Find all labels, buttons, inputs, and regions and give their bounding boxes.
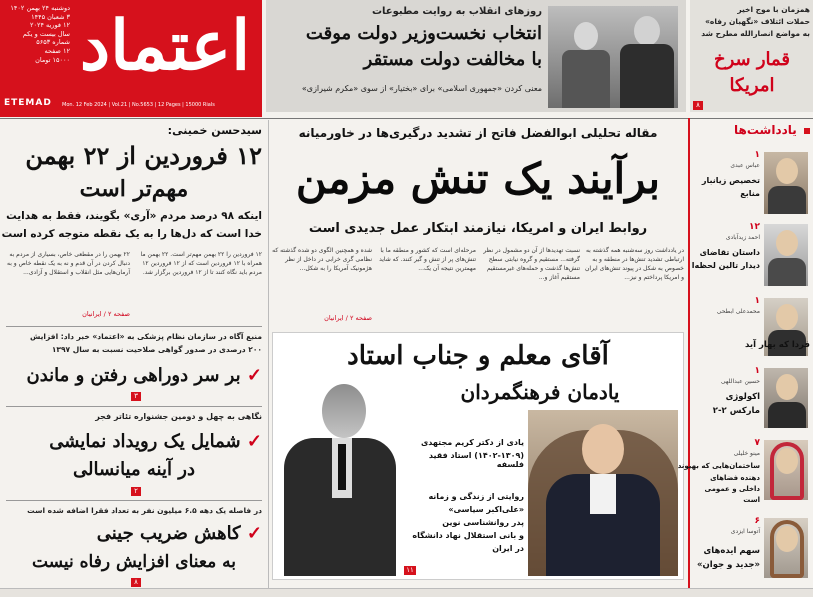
feature-caption-1: یادی از دکتر کریم مجتهدی — [420, 438, 524, 447]
divider — [6, 500, 262, 501]
left-story-2-kicker-1: منبع آگاه در سازمان نظام پزشکی به «اعتماد» خبر داد: افزایش — [30, 332, 262, 341]
sidebar-item-author: حسین عبداللهی — [720, 378, 760, 385]
feature-headline: آقای معلم و جناب استاد — [347, 341, 609, 371]
sidebar-item-author: مینو خلیلی — [733, 450, 760, 457]
author-body — [768, 402, 806, 428]
sidebar-item-title-2: دیدار تالین لحظه‌ا — [691, 261, 760, 270]
left-story-1-sub-1: اینکه ۹۸ درصد مردم «آری» بگویند، فقط به هدایت — [6, 210, 262, 222]
author-body — [768, 258, 806, 286]
left-story-1-body-b: ۲۲ بهمن را در مقطعی خاص، بسیاری از مردم به دنبال کردن در آن قدم و نه به یک نقطه خاص و به آرمان‌هایی مثل انقلاب و استقلال و آزادی... — [7, 251, 130, 276]
teaser-center-sub: معنی کردن «جمهوری اسلامی» برای «بختیار» از سوی «مکرم شیرازی» — [301, 84, 542, 93]
caption-line: پدر روانشناسی نوین — [442, 518, 524, 527]
left-story-3-kicker: نگاهی به چهل و دومین جشنواره تئاتر فجر — [95, 412, 262, 421]
portrait-shirt — [590, 474, 616, 514]
sidebar-item-title-2: منابع — [740, 189, 760, 198]
main-story-body-2: نسبت تهدیدها از آن دو مشمول در نظر گرفته... مستقیم و گروه نیابتی سطح تنش‌ها گذشت و حمله‌های غیرمستقیم مستقیم آغاز و... — [483, 247, 580, 281]
author-photo — [764, 518, 808, 578]
caption-line: در ایران — [492, 544, 524, 553]
left-story-3-headline-2: در آینه میانسالی — [73, 459, 195, 480]
sidebar-item-title-1: سهم ایده‌های — [703, 546, 760, 556]
sidebar-item-author: عباس عبدی — [730, 162, 760, 169]
author-photo — [764, 368, 808, 428]
sidebar-item-title-1: تخصیص زیانبار — [701, 176, 760, 185]
author-photo — [764, 152, 808, 214]
check-mark-icon: ✓ — [246, 431, 262, 452]
photo-face — [634, 16, 660, 46]
left-story-2-page-badge: ۳ — [131, 392, 141, 401]
author-face — [776, 374, 798, 400]
sidebar-item-title-2: مارکس ۲-۲ — [712, 406, 760, 416]
left-story-3-headline-text: شمایل یک رویداد نمایشی — [49, 431, 241, 452]
left-story-1-headline-1: ۱۲ فروردین از ۲۲ بهمن — [25, 141, 262, 170]
author-face — [776, 304, 798, 330]
left-story-1-body-a: ۱۲ فروردین را ۲۲ بهمن مهم‌تر است. ۲۲ بهمن ما همراه با ۱۲ فروردین است که از ۱۲ فروردین ۱۲ مردم باید نگاه کنند تا از ۱۲ فروردین برگزار شد. — [140, 251, 262, 276]
main-story-headline: برآیند یک تنش مزمن — [295, 154, 661, 203]
sidebar-item-page: ۱ — [754, 366, 760, 376]
masthead-latin-name: ETEMAD — [4, 98, 52, 108]
author-photo — [764, 440, 808, 500]
divider — [268, 120, 269, 597]
main-story-body-3: مرحله‌ای است که کشور و منطقه ما با تنش‌های پر از تنش و گیر کنند. که شاید مهمترین نتیجه آن یک... — [379, 247, 476, 272]
author-face — [776, 158, 798, 184]
photo-face — [574, 22, 598, 50]
sidebar-item-author: آتوسا ایزدی — [730, 528, 760, 535]
sidebar-item — [692, 142, 813, 216]
feature-portrait-mojtahedi — [528, 410, 678, 576]
sidebar-item-title-1: اکولوژی — [725, 392, 760, 402]
teaser-archive-photo — [548, 6, 678, 108]
feature-caption-2: (۱۴۰۲-۱۳۰۹) استاد فقید فلسفه — [428, 451, 524, 469]
main-story-body-1: در یادداشت روز سه‌شنبه همه گذشته به ارتباطی تشدید تنش‌ها در منطقه و به خصوص به شکل در پیوند تنش‌های ایران و امریکا پرداختم و نیز... — [585, 247, 684, 281]
sidebar-title — [694, 122, 810, 138]
sidebar-item-page: ۱۲ — [749, 222, 760, 232]
feature-sub: یادمان فرهنگمردان — [460, 380, 620, 404]
date-line: ۱۵۰۰۰ تومان — [35, 55, 70, 64]
main-story-sub: روابط ایران و امریکا، نیازمند ابتکار عمل جدیدی است — [308, 221, 648, 236]
kicker-line: حملات ائتلاف «نگهبان رفاه» — [705, 17, 810, 26]
teaser-right-headline-1: قمار سرخ — [713, 49, 791, 70]
author-photo — [764, 224, 808, 286]
left-story-3-headline-1 — [6, 428, 262, 456]
feature-caption-3 — [406, 490, 524, 560]
caption-line: روایتی از زندگی و زمانه — [428, 492, 524, 501]
sidebar-item-author: محمدعلی ابطحی — [716, 308, 760, 315]
sidebar-item-title-2: دهنده فضاهای داخلی و عمومی است — [704, 474, 760, 504]
sidebar-title-text: یادداشت‌ها — [734, 123, 797, 137]
sidebar-item-author: احمد زیدآبادی — [725, 234, 760, 241]
sidebar-item-title-1: داستان تقاضای — [699, 248, 760, 257]
sidebar-item-title-2: «جدید و جوان» — [697, 560, 760, 570]
teaser-center-headline-2: با مخالفت دولت مستقر — [363, 49, 542, 70]
caption-line: «علی‌اکبر سیاسی» — [448, 505, 524, 514]
portrait-face — [582, 424, 624, 474]
check-mark-icon: ✓ — [246, 523, 262, 544]
left-story-4-headline-1 — [6, 520, 262, 548]
teaser-right-page-badge: ۸ — [693, 101, 703, 110]
left-story-1-continue: صفحه ۲ / ایرانیان — [82, 310, 130, 318]
kicker-line: همزمان با موج اخیر — [737, 5, 810, 14]
sidebar-item — [692, 294, 813, 360]
kicker-line: به مواضع انصارالله مطرح شد — [701, 29, 810, 38]
date-line: ۱۲ صفحه — [44, 46, 70, 55]
left-story-4-kicker: در فاصله یک دهه ۶.۵ میلیون نفر به تعداد فقرا اضافه شده است — [27, 506, 262, 515]
sidebar-item-title-1: فردا که بهار آید — [744, 340, 810, 350]
left-story-2-headline-text: بر سر دوراهی رفتن و ماندن — [26, 365, 241, 386]
date-line: دوشنبه ۲۴ بهمن ۱۴۰۲ — [10, 4, 70, 12]
sidebar-item — [692, 364, 813, 434]
bottom-strip — [0, 588, 813, 597]
sidebar-square-icon — [804, 128, 810, 134]
feature-portrait-siasi — [276, 380, 402, 576]
left-story-4-page-badge: ۸ — [131, 578, 141, 587]
divider — [688, 118, 690, 597]
left-story-3-page-badge: ۲ — [131, 487, 141, 496]
caption-line: و بانی استقلال نهاد دانشگاه — [412, 531, 524, 540]
author-scarf — [770, 442, 804, 500]
author-scarf — [770, 520, 804, 578]
sidebar-item-page: ۶ — [754, 516, 760, 526]
author-face — [776, 230, 798, 256]
portrait-face — [322, 384, 366, 438]
author-body — [768, 186, 806, 214]
main-story-continue: صفحه ۲ / ایرانیان — [324, 314, 372, 322]
sidebar-item — [677, 436, 813, 512]
left-story-1-kicker: سیدحسن خمینی: — [167, 124, 262, 137]
photo-figure — [562, 50, 610, 108]
sidebar-item — [692, 218, 813, 292]
masthead-latin-line: Mon. 12 Feb 2024 | Vol.21 | No.5653 | 12 Pages | 15000 Rials — [62, 102, 215, 108]
left-story-1-sub-2: خدا است که دل‌ها را به یک نقطه متوجه کرده است — [1, 228, 262, 240]
sidebar-item-page: ۱ — [754, 150, 760, 160]
date-line: سال بیست و یکم — [22, 29, 70, 38]
sidebar-item — [692, 514, 813, 586]
teaser-center-headline-1: انتخاب نخست‌وزیر دولت موقت — [305, 23, 542, 44]
left-story-2-headline — [6, 362, 262, 390]
teaser-center-kicker: روزهای انقلاب به روایت مطبوعات — [371, 6, 542, 17]
date-line: ۳ شعبان ۱۴۴۵ — [31, 12, 70, 21]
date-line: ۱۲ فوریه ۲۰۲۴ — [30, 21, 70, 30]
teaser-right-headline-2: امریکا — [729, 75, 775, 96]
teaser-right-kicker — [694, 4, 810, 40]
divider — [0, 118, 813, 119]
check-mark-icon: ✓ — [246, 365, 262, 386]
date-line: شماره ۵۶۵۳ — [36, 38, 70, 47]
divider — [6, 406, 262, 407]
portrait-tie — [338, 444, 346, 490]
left-story-4-headline-2: به معنای افزایش رفاه نیست — [32, 552, 236, 572]
masthead-dateline — [4, 4, 70, 90]
divider — [6, 326, 262, 327]
left-story-1-headline-2: مهم‌تر است — [79, 176, 189, 202]
sidebar-item-title-1: ساختمان‌هایی که بهیوند — [677, 462, 760, 470]
photo-figure — [620, 44, 674, 108]
left-story-4-headline-text: کاهش ضریب جینی — [96, 523, 241, 544]
main-story-kicker: مقاله تحلیلی ابوالفضل فاتح از تشدید درگیری‌ها در خاورمیانه — [298, 126, 658, 140]
masthead-logo: اعتماد — [79, 6, 251, 86]
left-story-2-kicker-2: ۲۰۰ درصدی در صدور گواهی صلاحیت نسبت به سال ۱۳۹۷ — [51, 345, 262, 354]
feature-page-badge: ۱۱ — [404, 566, 416, 575]
main-story-body-4: شده و همچنین الگوی دو شده گذشته که نظامی گری خرابی در داخل از نظر هژمونیک آمریکا را به شکل... — [272, 247, 372, 272]
sidebar-item-page: ۷ — [754, 438, 760, 448]
sidebar-item-page: ۱ — [754, 296, 760, 306]
